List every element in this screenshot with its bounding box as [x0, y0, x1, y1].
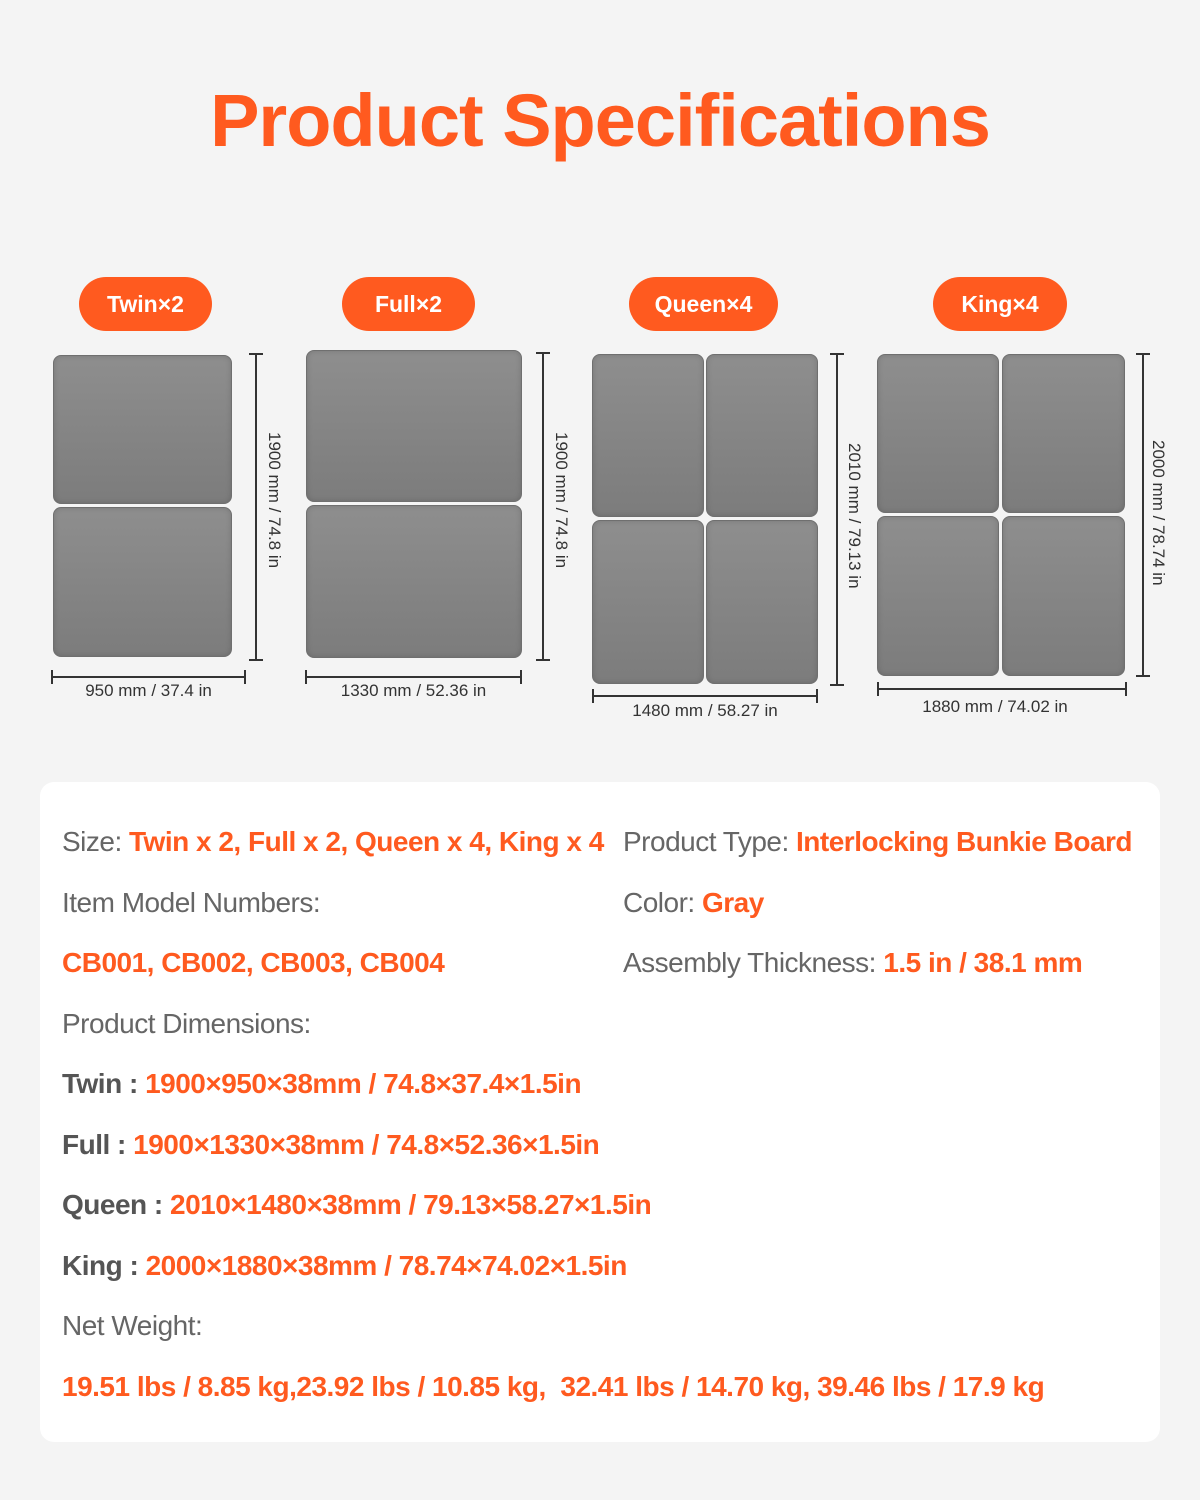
- dimension-row-twin: [62, 1068, 581, 1100]
- spec-model-label: Item Model Numbers:: [62, 887, 321, 918]
- size-pill-king: King×4: [933, 277, 1067, 331]
- spec-thickness-label: Assembly Thickness:: [623, 947, 884, 978]
- board-panel: [1002, 516, 1125, 676]
- spec-dimensions-label: Product Dimensions:: [62, 1008, 311, 1039]
- spec-color: [623, 887, 764, 919]
- spec-model: [62, 887, 320, 919]
- dimension-row-full: [62, 1129, 599, 1161]
- spec-size: [62, 826, 604, 858]
- width-label: 1880 mm / 74.02 in: [922, 697, 1068, 716]
- spec-weight-label: Net Weight:: [62, 1310, 203, 1341]
- spec-weight: [62, 1310, 202, 1342]
- dimension-name: King :: [62, 1250, 146, 1281]
- width-dimension-line: [877, 682, 1127, 696]
- spec-card: [40, 782, 1160, 1442]
- spec-dimensions: [62, 1008, 311, 1040]
- height-dimension-line: [536, 352, 550, 661]
- width-label: 950 mm / 37.4 in: [85, 681, 212, 700]
- board-panel: [706, 520, 818, 684]
- dimension-value: 1900×1330×38mm / 74.8×52.36×1.5in: [133, 1129, 600, 1160]
- spec-model-value: CB001, CB002, CB003, CB004: [62, 947, 445, 978]
- height-dimension-line: [830, 353, 844, 686]
- dimension-name: Queen :: [62, 1189, 171, 1220]
- board-panel: [706, 354, 818, 517]
- spec-weight-values: [62, 1371, 1044, 1403]
- spec-weight-value: 19.51 lbs / 8.85 kg,23.92 lbs / 10.85 kg, 32.41 lbs / 14.70 kg, 39.46 lbs / 17.9 kg: [62, 1371, 1045, 1402]
- board-panel: [877, 516, 999, 676]
- dimension-name: Full :: [62, 1129, 134, 1160]
- board-panel: [306, 350, 522, 502]
- board-panel: [592, 520, 704, 684]
- page-title: Product Specifications: [210, 79, 990, 162]
- dimension-row-king: [62, 1250, 627, 1282]
- dimension-value: 2000×1880×38mm / 78.74×74.02×1.5in: [145, 1250, 627, 1281]
- size-pill-twin: Twin×2: [79, 277, 212, 331]
- spec-size-value: Twin x 2, Full x 2, Queen x 4, King x 4: [129, 826, 604, 857]
- height-label: 1900 mm / 74.8 in: [552, 432, 571, 569]
- dimension-value: 1900×950×38mm / 74.8×37.4×1.5in: [145, 1068, 582, 1099]
- board-panel: [1002, 354, 1125, 513]
- width-label: 1480 mm / 58.27 in: [632, 701, 778, 720]
- height-label: 2000 mm / 78.74 in: [1149, 440, 1168, 586]
- board-panel: [53, 507, 232, 657]
- dimension-value: 2010×1480×38mm / 79.13×58.27×1.5in: [170, 1189, 652, 1220]
- width-label: 1330 mm / 52.36 in: [340, 681, 487, 700]
- spec-type-value: Interlocking Bunkie Board: [796, 826, 1133, 857]
- size-pill-full: Full×2: [342, 277, 475, 331]
- board-panel: [53, 355, 232, 504]
- height-label: 1900 mm / 74.8 in: [265, 432, 284, 569]
- spec-thickness-value: 1.5 in / 38.1 mm: [883, 947, 1083, 978]
- dimension-name: Twin :: [62, 1068, 146, 1099]
- height-dimension-line: [249, 353, 263, 661]
- spec-type-label: Product Type:: [623, 826, 797, 857]
- dimension-row-queen: [62, 1189, 651, 1221]
- spec-type: [623, 826, 1132, 858]
- spec-color-label: Color:: [623, 887, 702, 918]
- board-panel: [592, 354, 704, 517]
- spec-model-values: [62, 947, 444, 979]
- size-pill-queen: Queen×4: [629, 277, 778, 331]
- height-label: 2010 mm / 79.13 in: [845, 443, 864, 589]
- spec-thickness: [623, 947, 1082, 979]
- spec-color-value: Gray: [701, 887, 764, 918]
- board-panel: [306, 505, 522, 658]
- spec-size-label: Size:: [62, 826, 130, 857]
- board-panel: [877, 354, 999, 513]
